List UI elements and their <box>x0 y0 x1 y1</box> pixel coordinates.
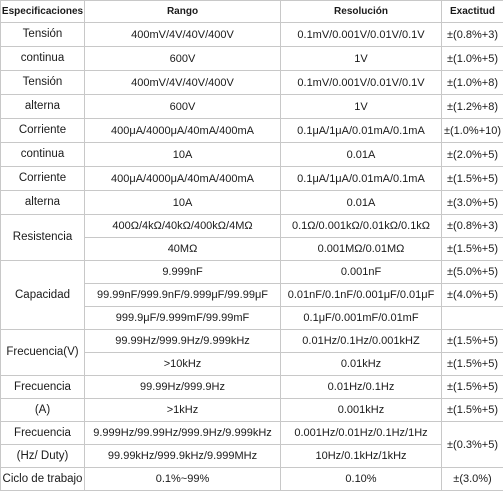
header-resolucion: Resolución <box>281 1 442 23</box>
accuracy-cell: ±(3.0%+5) <box>442 191 503 215</box>
table-row <box>1 119 503 143</box>
range-cell: 400Ω/4kΩ/40kΩ/400kΩ/4MΩ <box>85 215 281 238</box>
resolution-cell: 1V <box>281 47 442 71</box>
resolution-cell: 0.1μA/1μA/0.01mA/0.1mA <box>281 119 442 143</box>
spec-name: continua <box>1 47 85 71</box>
range-cell: 999.9μF/9.999mF/99.99mF <box>85 307 281 330</box>
range-cell: 600V <box>85 95 281 119</box>
accuracy-cell: ±(0.3%+5) <box>442 422 503 468</box>
spec-name: Corriente <box>1 119 85 143</box>
table-row <box>1 167 503 191</box>
spec-name: Tensión <box>1 71 85 95</box>
spec-name: alterna <box>1 95 85 119</box>
range-cell: 99.99kHz/999.9kHz/9.999MHz <box>85 445 281 468</box>
spec-name: alterna <box>1 191 85 215</box>
spec-name: Frecuencia(V) <box>1 330 85 376</box>
table-row <box>1 71 503 95</box>
range-cell: >1kHz <box>85 399 281 422</box>
range-cell: 400μA/4000μA/40mA/400mA <box>85 167 281 191</box>
header-rango: Rango <box>85 1 281 23</box>
accuracy-cell: ±(1.5%+5) <box>442 376 503 399</box>
resolution-cell: 0.01nF/0.1nF/0.001μF/0.01μF <box>281 284 442 307</box>
accuracy-cell: ±(1.0%+8) <box>442 71 503 95</box>
resolution-cell: 0.001Hz/0.01Hz/0.1Hz/1Hz <box>281 422 442 445</box>
table-row <box>1 47 503 71</box>
range-cell: 600V <box>85 47 281 71</box>
accuracy-cell: ±(1.5%+5) <box>442 330 503 353</box>
resolution-cell: 0.1μA/1μA/0.01mA/0.1mA <box>281 167 442 191</box>
resolution-cell: 0.01Hz/0.1Hz <box>281 376 442 399</box>
accuracy-cell: ±(0.8%+3) <box>442 215 503 238</box>
table-row <box>1 95 503 119</box>
header-especificaciones: Especificaciones <box>1 1 85 23</box>
resolution-cell: 0.10% <box>281 468 442 491</box>
spec-name: continua <box>1 143 85 167</box>
range-cell: 10A <box>85 143 281 167</box>
accuracy-cell: ±(3.0%) <box>442 468 503 491</box>
range-cell: 99.99Hz/999.9Hz/9.999kHz <box>85 330 281 353</box>
table-row <box>1 143 503 167</box>
spec-name: (A) <box>1 399 85 422</box>
resolution-cell: 0.01A <box>281 143 442 167</box>
spec-name: Frecuencia <box>1 376 85 399</box>
table-row <box>1 376 503 399</box>
accuracy-cell: ±(2.0%+5) <box>442 143 503 167</box>
table-row <box>1 399 503 422</box>
range-cell: 400mV/4V/40V/400V <box>85 71 281 95</box>
table-row <box>1 330 503 353</box>
resolution-cell: 10Hz/0.1kHz/1kHz <box>281 445 442 468</box>
range-cell: 10A <box>85 191 281 215</box>
spec-name: Frecuencia <box>1 422 85 445</box>
accuracy-cell: ±(4.0%+5) <box>442 284 503 307</box>
table-row <box>1 445 503 468</box>
accuracy-cell: ±(1.2%+8) <box>442 95 503 119</box>
accuracy-cell: ±(5.0%+5) <box>442 261 503 284</box>
resolution-cell: 1V <box>281 95 442 119</box>
resolution-cell: 0.1μF/0.001mF/0.01mF <box>281 307 442 330</box>
resolution-cell: 0.01Hz/0.1Hz/0.001kHZ <box>281 330 442 353</box>
table-row <box>1 191 503 215</box>
resolution-cell: 0.1mV/0.001V/0.01V/0.1V <box>281 71 442 95</box>
range-cell: 0.1%~99% <box>85 468 281 491</box>
resolution-cell: 0.01A <box>281 191 442 215</box>
accuracy-cell: ±(1.0%+5) <box>442 47 503 71</box>
resolution-cell: 0.1mV/0.001V/0.01V/0.1V <box>281 23 442 47</box>
accuracy-cell: ±(1.5%+5) <box>442 353 503 376</box>
table-row <box>1 215 503 238</box>
table-row <box>1 261 503 284</box>
spec-name: Tensión <box>1 23 85 47</box>
range-cell: 9.999Hz/99.99Hz/999.9Hz/9.999kHz <box>85 422 281 445</box>
range-cell: 400mV/4V/40V/400V <box>85 23 281 47</box>
spec-name: (Hz/ Duty) <box>1 445 85 468</box>
header-exactitud: Exactitud <box>442 1 503 23</box>
resolution-cell: 0.001nF <box>281 261 442 284</box>
accuracy-cell: ±(1.5%+5) <box>442 399 503 422</box>
accuracy-cell: ±(1.0%+10) <box>442 119 503 143</box>
spec-name: Corriente <box>1 167 85 191</box>
spec-name: Resistencia <box>1 215 85 261</box>
resolution-cell: 0.001kHz <box>281 399 442 422</box>
range-cell: 40MΩ <box>85 238 281 261</box>
range-cell: >10kHz <box>85 353 281 376</box>
range-cell: 400μA/4000μA/40mA/400mA <box>85 119 281 143</box>
resolution-cell: 0.001MΩ/0.01MΩ <box>281 238 442 261</box>
table-row <box>1 422 503 445</box>
resolution-cell: 0.1Ω/0.001kΩ/0.01kΩ/0.1kΩ <box>281 215 442 238</box>
accuracy-cell: ±(1.5%+5) <box>442 238 503 261</box>
range-cell: 99.99nF/999.9nF/9.999μF/99.99μF <box>85 284 281 307</box>
accuracy-cell <box>442 307 503 330</box>
accuracy-cell: ±(0.8%+3) <box>442 23 503 47</box>
table-row <box>1 468 503 491</box>
range-cell: 9.999nF <box>85 261 281 284</box>
table-row <box>1 23 503 47</box>
header-row <box>1 1 503 23</box>
spec-name: Capacidad <box>1 261 85 330</box>
resolution-cell: 0.01kHz <box>281 353 442 376</box>
spec-name: Ciclo de trabajo <box>1 468 85 491</box>
range-cell: 99.99Hz/999.9Hz <box>85 376 281 399</box>
accuracy-cell: ±(1.5%+5) <box>442 167 503 191</box>
